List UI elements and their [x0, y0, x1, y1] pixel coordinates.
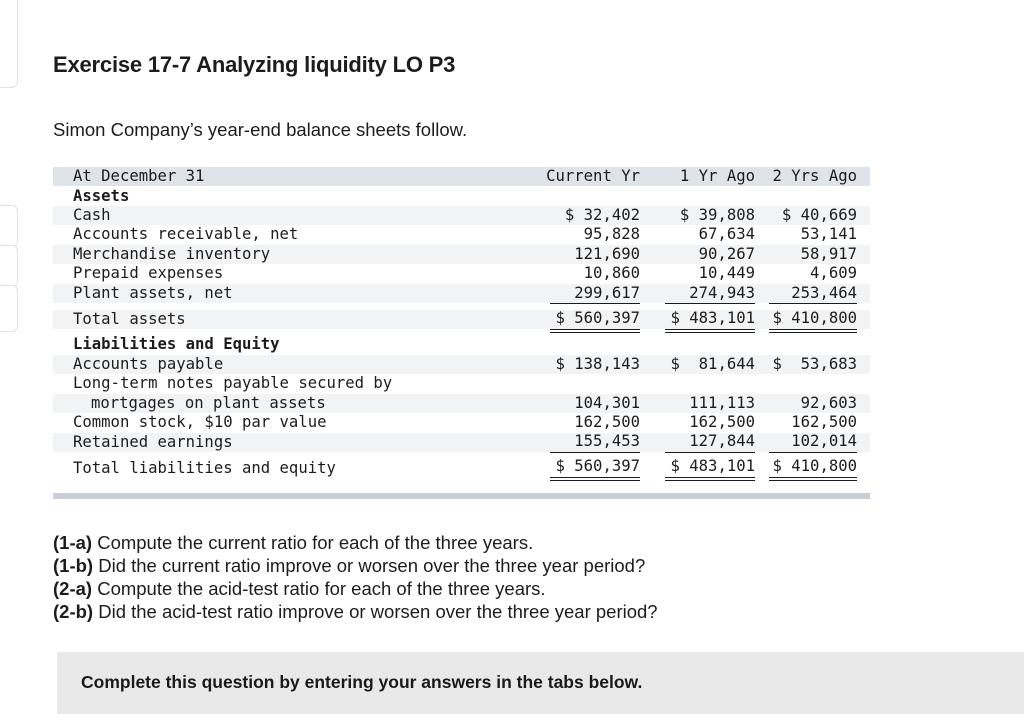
- accounts-payable-2yr: $ 53,683: [772, 355, 857, 373]
- plant-assets-1yr: 274,943: [689, 284, 755, 302]
- accounts-payable-1yr: $ 81,644: [670, 355, 755, 373]
- question-item: [53, 600, 658, 623]
- inventory-1yr: 90,267: [698, 245, 755, 263]
- accounts-payable-current: $ 138,143: [555, 355, 640, 373]
- column-header-2yr: 2 Yrs Ago: [772, 167, 857, 185]
- question-text: Did the acid-test ratio improve or worsen over the three year period?: [93, 601, 658, 622]
- notes-payable-current: 104,301: [574, 394, 640, 412]
- total-assets-2yr: $ 410,800: [772, 309, 857, 327]
- question-text: Did the current ratio improve or worsen over the three year period?: [93, 555, 646, 576]
- question-item: [53, 577, 658, 600]
- question-item: [53, 531, 658, 554]
- retained-earnings-2yr: 102,014: [791, 432, 857, 450]
- receivables-2yr: 53,141: [800, 225, 857, 243]
- total-assets-1yr: $ 483,101: [670, 309, 755, 327]
- notes-payable-2yr: 92,603: [800, 394, 857, 412]
- common-stock-1yr: 162,500: [689, 413, 755, 431]
- question-tag: (2-b): [53, 601, 94, 622]
- liabilities-heading: Liabilities and Equity: [73, 335, 280, 353]
- question-text: Compute the acid-test ratio for each of the three years.: [92, 578, 546, 599]
- row-label-prepaid: Prepaid expenses: [73, 264, 224, 282]
- prepaid-2yr: 4,609: [810, 264, 857, 282]
- total-double-underline: [769, 329, 857, 333]
- subtotal-underline: [550, 303, 640, 304]
- row-label-notes-payable: Long-term notes payable secured by: [73, 374, 393, 392]
- receivables-1yr: 67,634: [698, 225, 755, 243]
- edge-card-3: [0, 285, 18, 332]
- row-label-plant-assets: Plant assets, net: [73, 284, 233, 302]
- notes-payable-1yr: 111,113: [689, 394, 755, 412]
- question-text: Compute the current ratio for each of the three years.: [92, 532, 534, 553]
- retained-earnings-1yr: 127,844: [689, 432, 755, 450]
- row-label-accounts-payable: Accounts payable: [73, 355, 224, 373]
- prepaid-1yr: 10,449: [698, 264, 755, 282]
- total-double-underline: [550, 477, 640, 481]
- edge-card-1: [0, 205, 18, 247]
- table-footer-band: [53, 493, 870, 499]
- row-label-cash: Cash: [73, 206, 111, 224]
- row-label-total-assets: Total assets: [73, 310, 186, 328]
- inventory-2yr: 58,917: [800, 245, 857, 263]
- row-label-total-liabilities: Total liabilities and equity: [73, 459, 336, 477]
- balance-sheet-table: [53, 167, 870, 499]
- banner-text: Complete this question by entering your answers in the tabs below.: [81, 672, 643, 692]
- column-header-current: Current Yr: [546, 167, 640, 185]
- subtotal-underline: [769, 452, 857, 453]
- cash-current: $ 32,402: [564, 206, 640, 224]
- cash-2yr: $ 40,669: [781, 206, 857, 224]
- total-liabilities-1yr: $ 483,101: [670, 457, 755, 475]
- question-tag: (1-a): [53, 532, 93, 553]
- question-tag: (2-a): [53, 578, 93, 599]
- subtotal-underline: [769, 303, 857, 304]
- common-stock-2yr: 162,500: [791, 413, 857, 431]
- question-list: [53, 531, 658, 623]
- subtotal-underline: [665, 452, 755, 453]
- question-tag: (1-b): [53, 555, 94, 576]
- row-label-notes-payable-cont: mortgages on plant assets: [91, 394, 326, 412]
- plant-assets-2yr: 253,464: [791, 284, 857, 302]
- total-double-underline: [665, 477, 755, 481]
- row-label-retained-earnings: Retained earnings: [73, 433, 233, 451]
- question-item: [53, 554, 658, 577]
- edge-card-2: [0, 245, 18, 287]
- subtotal-underline: [665, 303, 755, 304]
- header-label: At December 31: [73, 167, 205, 185]
- total-double-underline: [769, 477, 857, 481]
- edge-card-top: [0, 0, 18, 88]
- instructions-banner: [57, 652, 1024, 714]
- row-label-inventory: Merchandise inventory: [73, 245, 271, 263]
- total-liabilities-2yr: $ 410,800: [772, 457, 857, 475]
- inventory-current: 121,690: [574, 245, 640, 263]
- retained-earnings-current: 155,453: [574, 432, 640, 450]
- assets-heading: Assets: [73, 187, 130, 205]
- total-double-underline: [550, 329, 640, 333]
- cash-1yr: $ 39,808: [679, 206, 755, 224]
- column-header-1yr: 1 Yr Ago: [679, 167, 755, 185]
- subtotal-underline: [550, 452, 640, 453]
- exercise-title: Exercise 17-7 Analyzing liquidity LO P3: [53, 52, 456, 77]
- total-assets-current: $ 560,397: [555, 309, 640, 327]
- total-liabilities-current: $ 560,397: [555, 457, 640, 475]
- common-stock-current: 162,500: [574, 413, 640, 431]
- intro-text: Simon Company’s year-end balance sheets follow.: [53, 119, 468, 140]
- row-label-receivables: Accounts receivable, net: [73, 225, 299, 243]
- prepaid-current: 10,860: [583, 264, 640, 282]
- row-label-common-stock: Common stock, $10 par value: [73, 413, 327, 431]
- total-double-underline: [665, 329, 755, 333]
- plant-assets-current: 299,617: [574, 284, 640, 302]
- receivables-current: 95,828: [583, 225, 640, 243]
